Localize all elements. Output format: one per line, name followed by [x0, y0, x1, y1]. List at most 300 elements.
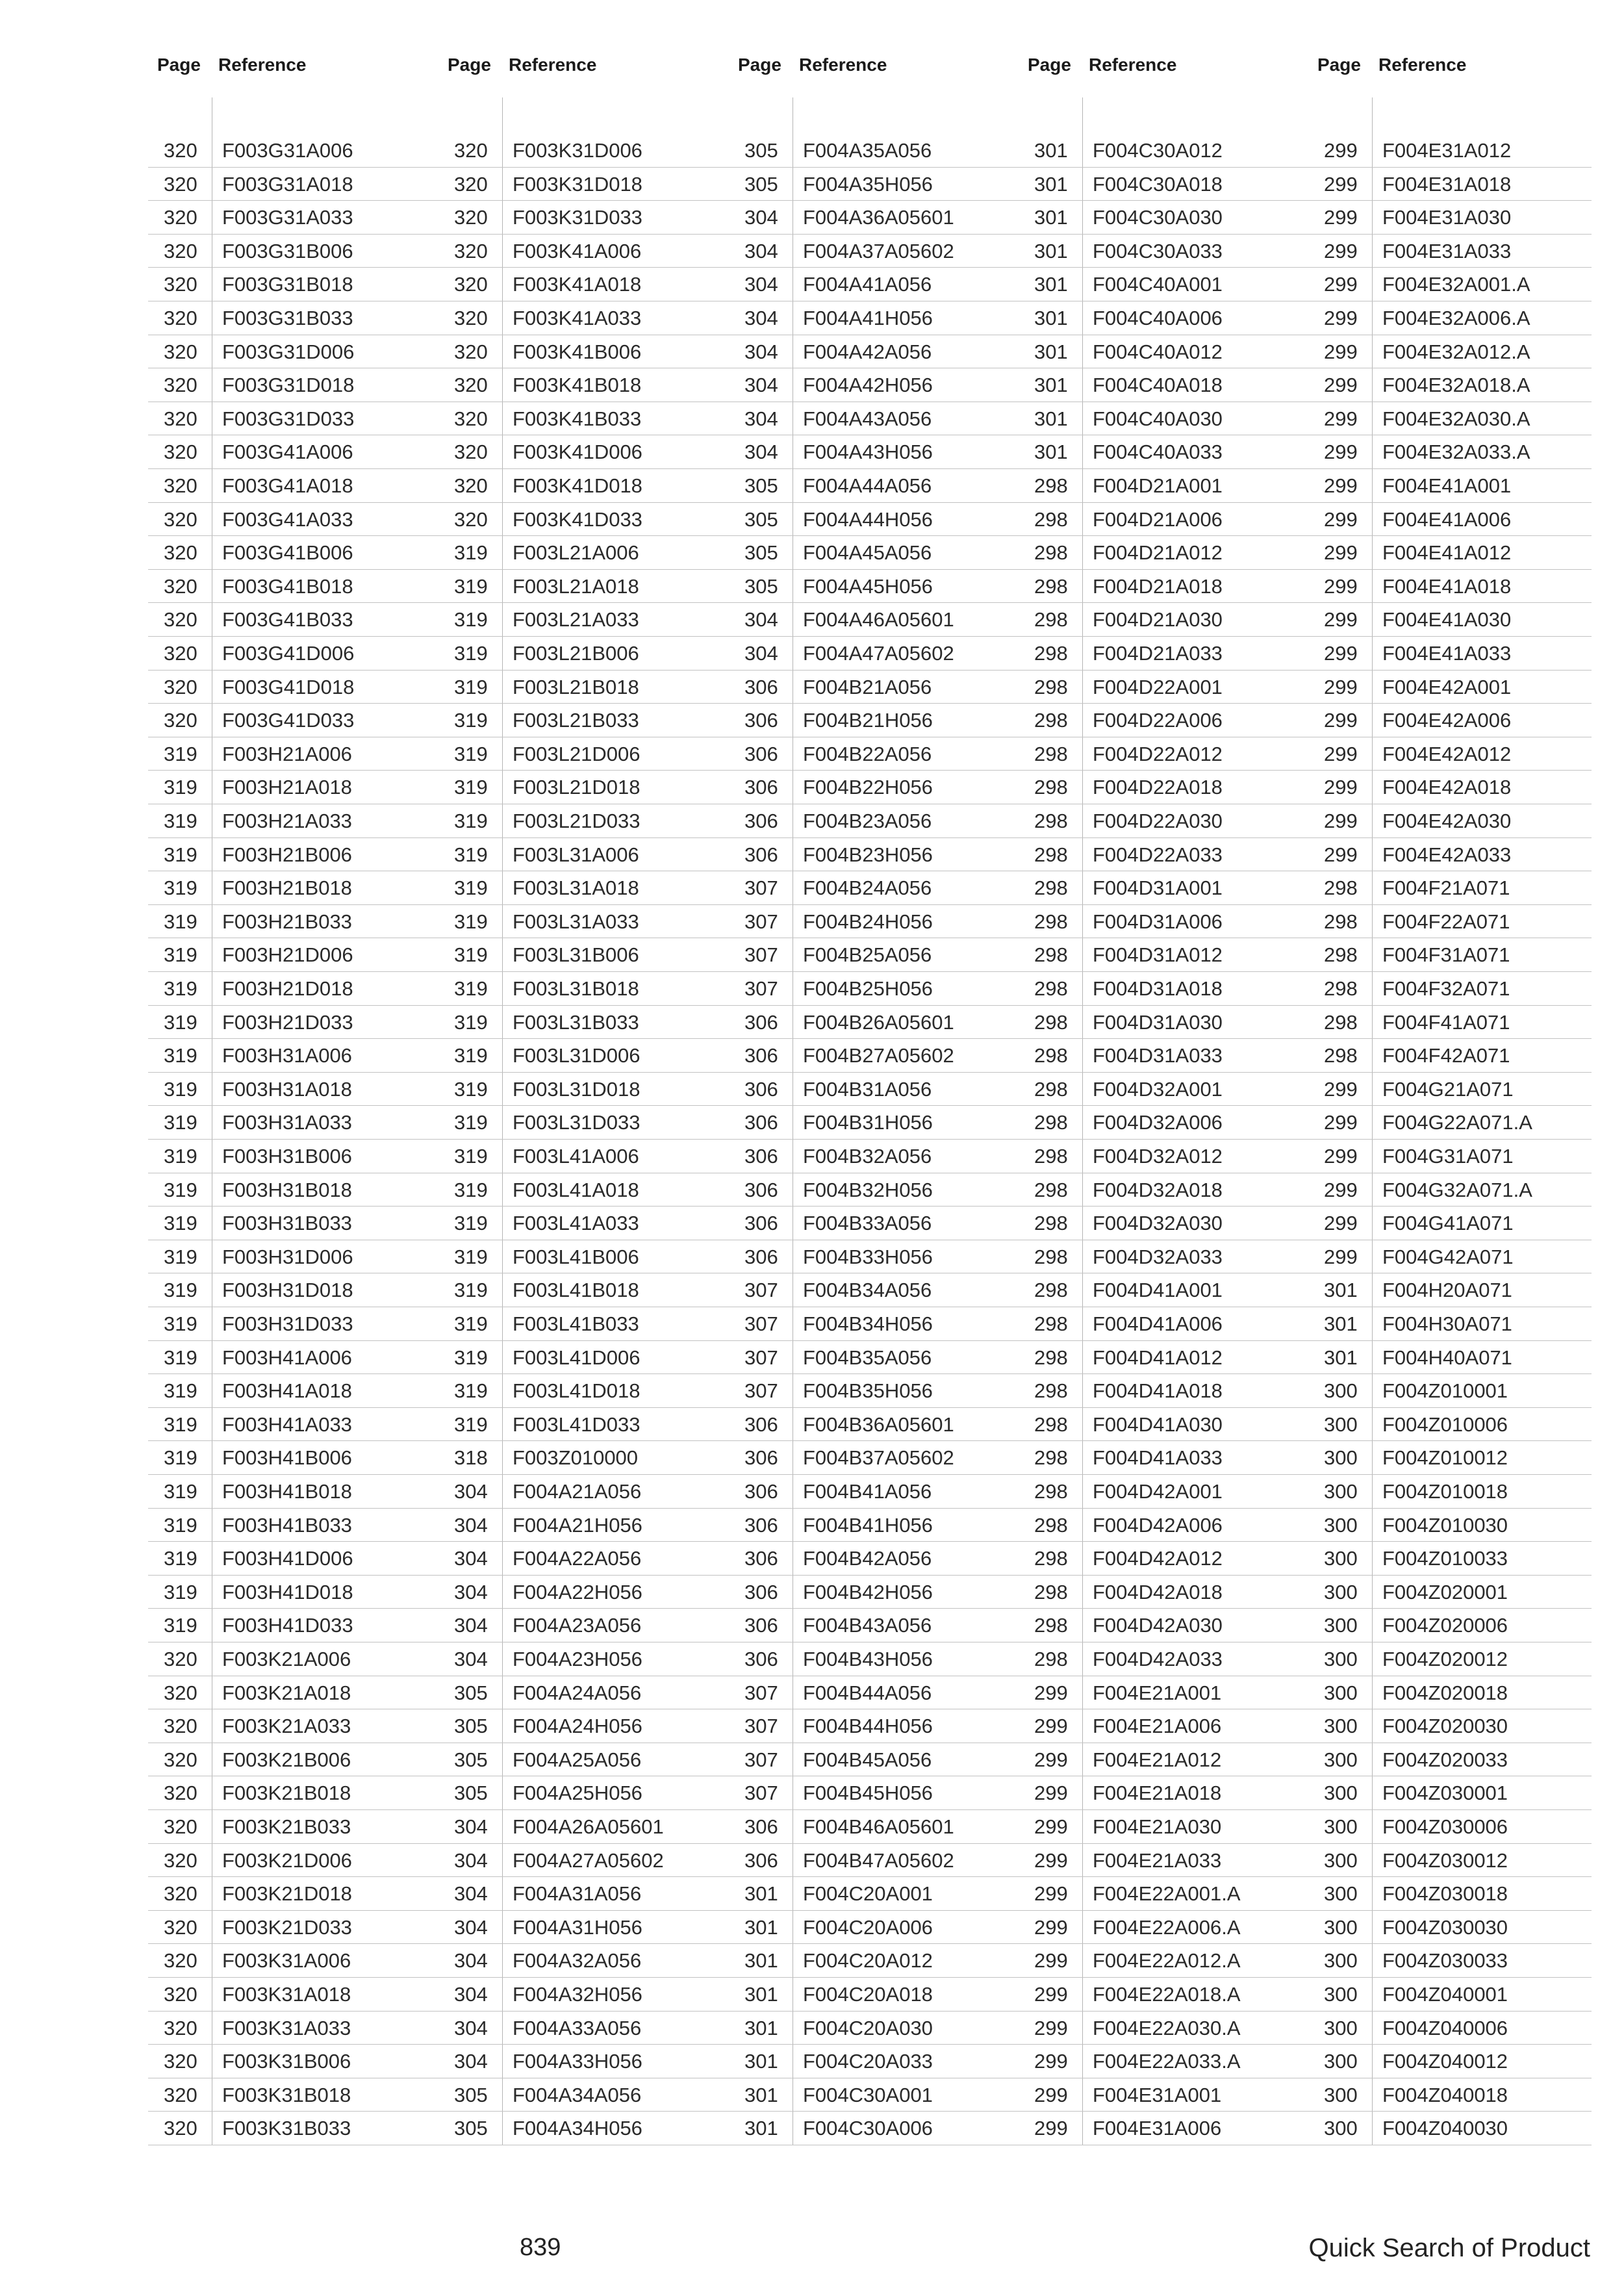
reference-code-cell: F004B42H056 [803, 1580, 933, 1603]
table-row [438, 671, 730, 704]
reference-code-cell: F004C30A006 [803, 2117, 933, 2140]
reference-code-cell: F004E32A030.A [1382, 407, 1530, 430]
page-number-cell: 301 [1324, 1312, 1358, 1335]
table-row [1308, 1944, 1592, 1978]
reference-code-cell: F003K41A033 [513, 307, 642, 329]
reference-code-cell: F003K31D006 [513, 139, 642, 162]
reference-code-cell: F003L41A033 [513, 1212, 639, 1235]
reference-code-cell: F004E32A006.A [1382, 307, 1530, 329]
table-row [1308, 402, 1592, 436]
page-number-cell: 319 [454, 1212, 488, 1235]
page-number-cell: 298 [1034, 1010, 1068, 1034]
table-row [729, 1073, 1021, 1106]
table-row [148, 1642, 444, 1676]
reference-code-cell: F003H31B033 [222, 1212, 352, 1235]
page-number-cell: 298 [1034, 1279, 1068, 1302]
page-number-cell: 320 [454, 239, 488, 262]
page-number-cell: 319 [454, 943, 488, 967]
page-number-cell: 319 [164, 1044, 197, 1067]
table-row [1019, 201, 1310, 235]
page-number-cell: 301 [1034, 172, 1068, 196]
reference-code-cell: F004B47A05602 [803, 1848, 954, 1872]
table-row [1308, 1609, 1592, 1642]
table-row [1308, 2012, 1592, 2045]
reference-code-cell: F004Z010006 [1382, 1412, 1508, 1436]
reference-code-cell: F003K31D033 [513, 206, 642, 229]
reference-code-cell: F003G31A033 [222, 206, 353, 229]
table-row [1308, 168, 1592, 201]
reference-code-cell: F004E32A012.A [1382, 340, 1530, 363]
reference-code-cell: F004G22A071.A [1382, 1111, 1532, 1134]
reference-code-cell: F004B26A05601 [803, 1010, 954, 1034]
page-number-cell: 320 [164, 1949, 197, 1973]
page-number-cell: 305 [744, 574, 778, 598]
table-row [1308, 704, 1592, 737]
page-number-cell: 299 [1034, 2016, 1068, 2039]
table-row [438, 771, 730, 804]
table-row [1019, 1441, 1310, 1475]
page-number-cell: 298 [1034, 1648, 1068, 1670]
page-number-cell: 306 [744, 1178, 778, 1201]
reference-code-cell: F004F21A071 [1382, 876, 1510, 900]
reference-code-cell: F003H41A018 [222, 1379, 352, 1403]
table-row [1019, 1408, 1310, 1442]
page-number-cell: 299 [1324, 574, 1358, 598]
page-number-cell: 319 [164, 1580, 197, 1603]
page-number-cell: 298 [1034, 1245, 1068, 1268]
reference-code-cell: F004B33A056 [803, 1212, 932, 1235]
reference-code-cell: F004B33H056 [803, 1245, 933, 1268]
table-row [438, 1609, 730, 1642]
table-row [1308, 1140, 1592, 1173]
table-row [1019, 1844, 1310, 1878]
table-row [148, 905, 444, 939]
reference-code-cell: F004B25H056 [803, 977, 933, 1000]
page-number-cell: 320 [164, 1748, 197, 1771]
reference-code-cell: F004E31A018 [1382, 172, 1512, 196]
page-number-cell: 319 [454, 1245, 488, 1268]
reference-code-cell: F004E32A033.A [1382, 441, 1530, 464]
reference-code-cell: F004D22A030 [1093, 810, 1223, 832]
reference-code-cell: F004D31A018 [1093, 977, 1223, 1000]
table-row [1019, 1609, 1310, 1642]
table-row [729, 301, 1021, 335]
reference-code-cell: F003L41B006 [513, 1245, 639, 1268]
reference-code-cell: F003L41D033 [513, 1412, 641, 1436]
table-row [729, 469, 1021, 503]
page-number-cell: 307 [744, 1379, 778, 1403]
reference-code-cell: F004C30A018 [1093, 172, 1223, 196]
page-number-cell: 305 [454, 1681, 488, 1704]
reference-code-cell: F004B45H056 [803, 1782, 933, 1805]
page-number-cell: 300 [1324, 1547, 1358, 1570]
table-row [148, 1542, 444, 1576]
table-row [438, 469, 730, 503]
table-row [729, 1877, 1021, 1911]
table-row [148, 469, 444, 503]
reference-code-cell: F004D21A006 [1093, 507, 1223, 531]
page-number-cell: 300 [1324, 1614, 1358, 1637]
page-number-cell: 299 [1034, 1882, 1068, 1906]
reference-code-cell: F004Z010030 [1382, 1513, 1508, 1537]
page-number-cell: 299 [1324, 1145, 1358, 1168]
table-row [1308, 235, 1592, 268]
reference-code-cell: F003H31A033 [222, 1111, 352, 1134]
page-number-cell: 306 [744, 709, 778, 732]
page-number-cell: 299 [1324, 709, 1358, 732]
page-number-cell: 319 [454, 541, 488, 565]
reference-code-cell: F004E22A030.A [1093, 2016, 1241, 2039]
reference-code-cell: F004Z020018 [1382, 1681, 1508, 1704]
reference-code-cell: F003G31D033 [222, 407, 355, 430]
table-row [1308, 905, 1592, 939]
page-number-cell: 301 [1034, 374, 1068, 397]
reference-code-cell: F003K41D033 [513, 507, 642, 531]
page-number-cell: 304 [744, 642, 778, 665]
page-number-cell: 300 [1324, 2083, 1358, 2106]
page-number-cell: 298 [1034, 1312, 1068, 1335]
table-row [1308, 1709, 1592, 1743]
table-row [729, 1676, 1021, 1710]
table-row [1019, 1207, 1310, 1240]
page-number-cell: 298 [1034, 709, 1068, 732]
reference-code-cell: F004Z040018 [1382, 2083, 1508, 2106]
table-row [1308, 335, 1592, 369]
page-number-cell: 306 [744, 1245, 778, 1268]
reference-code-cell: F004H20A071 [1382, 1279, 1512, 1302]
table-row [148, 1978, 444, 2012]
table-row [729, 2012, 1021, 2045]
page-number-cell: 299 [1324, 675, 1358, 698]
page-number-cell: 299 [1034, 2083, 1068, 2106]
page-number-cell: 300 [1324, 1915, 1358, 1939]
page-number-cell: 301 [744, 2117, 778, 2140]
page-number-cell: 301 [744, 2083, 778, 2106]
reference-code-cell: F004C20A006 [803, 1915, 933, 1939]
table-row [438, 1844, 730, 1878]
table-row [148, 368, 444, 402]
table-row [729, 402, 1021, 436]
page-number-cell: 319 [164, 1178, 197, 1201]
page-number-cell: 320 [164, 474, 197, 497]
page-number-cell: 298 [1034, 1446, 1068, 1470]
reference-code-cell: F003H21B033 [222, 910, 352, 933]
table-row [148, 301, 444, 335]
reference-code-cell: F004E22A006.A [1093, 1915, 1241, 1939]
table-row [438, 905, 730, 939]
reference-code-cell: F003L21B033 [513, 709, 639, 732]
reference-code-cell: F003L21B018 [513, 675, 639, 698]
page-number-cell: 319 [164, 1312, 197, 1335]
reference-code-cell: F004A46A05601 [803, 608, 954, 632]
table-row [148, 168, 444, 201]
reference-code-cell: F003K41A018 [513, 273, 642, 296]
table-row [1019, 435, 1310, 469]
reference-code-cell: F004F31A071 [1382, 943, 1510, 967]
table-row [148, 1307, 444, 1341]
reference-code-cell: F003H31A018 [222, 1077, 352, 1101]
page-header-label: Page [1317, 55, 1361, 75]
page-number-cell: 298 [1034, 1111, 1068, 1134]
page-number-cell: 319 [164, 810, 197, 832]
page-number-cell: 319 [454, 1379, 488, 1403]
reference-code-cell: F004C30A012 [1093, 139, 1223, 162]
page-number-cell: 319 [164, 1212, 197, 1235]
table-row [148, 1475, 444, 1509]
table-row [438, 335, 730, 369]
table-row [729, 1307, 1021, 1341]
table-row [1308, 771, 1592, 804]
table-row [729, 201, 1021, 235]
page-number-cell: 307 [744, 977, 778, 1000]
page-number-cell: 304 [454, 1614, 488, 1637]
reference-code-cell: F003K21D006 [222, 1848, 352, 1872]
page-number-cell: 299 [1324, 474, 1358, 497]
reference-code-cell: F004C20A033 [803, 2050, 933, 2073]
page-number-cell: 320 [164, 1782, 197, 1805]
reference-code-cell: F003H31D018 [222, 1279, 353, 1302]
page-number-cell: 320 [454, 374, 488, 397]
reference-code-cell: F004E21A012 [1093, 1748, 1222, 1771]
page-number-cell: 298 [1034, 876, 1068, 900]
reference-code-cell: F004C40A001 [1093, 273, 1223, 296]
page-number-cell: 299 [1324, 374, 1358, 397]
page-number-cell: 307 [744, 1782, 778, 1805]
reference-code-cell: F004E31A012 [1382, 139, 1512, 162]
reference-code-cell: F004D21A012 [1093, 541, 1223, 565]
table-row [148, 1106, 444, 1140]
reference-code-cell: F004A22H056 [513, 1580, 642, 1603]
reference-code-cell: F004D32A006 [1093, 1111, 1223, 1134]
reference-code-cell: F004C40A006 [1093, 307, 1223, 329]
reference-code-cell: F004B34H056 [803, 1312, 933, 1335]
reference-code-cell: F003G31A018 [222, 172, 353, 196]
table-row [1308, 2112, 1592, 2145]
table-row [438, 1140, 730, 1173]
page-number-cell: 320 [164, 1882, 197, 1906]
table-row [438, 235, 730, 268]
table-row [148, 1207, 444, 1240]
reference-code-cell: F003L41D006 [513, 1346, 641, 1369]
page-number-cell: 319 [454, 1312, 488, 1335]
reference-code-cell: F003H21B006 [222, 843, 352, 866]
page-number-cell: 319 [164, 1245, 197, 1268]
table-row [1019, 1542, 1310, 1576]
page-number-cell: 306 [744, 1848, 778, 1872]
reference-code-cell: F003G41B006 [222, 541, 353, 565]
table-row [438, 1240, 730, 1274]
table-row [438, 168, 730, 201]
table-row [148, 201, 444, 235]
reference-code-cell: F003H41B033 [222, 1513, 352, 1537]
page-number-cell: 304 [454, 1882, 488, 1906]
reference-code-cell: F003G31B033 [222, 307, 353, 329]
page-number-cell: 304 [454, 1848, 488, 1872]
table-row [729, 704, 1021, 737]
page-number-cell: 298 [1034, 1513, 1068, 1537]
reference-code-cell: F004A32A056 [513, 1949, 642, 1973]
table-row [438, 1509, 730, 1542]
reference-code-cell: F004B21A056 [803, 675, 932, 698]
table-row [438, 1911, 730, 1945]
page-number-cell: 299 [1324, 206, 1358, 229]
table-row [1019, 1776, 1310, 1810]
page-number-cell: 320 [454, 273, 488, 296]
table-row [1308, 1106, 1592, 1140]
table-row [1308, 871, 1592, 905]
reference-code-cell: F004Z020012 [1382, 1648, 1508, 1670]
table-row [1308, 1006, 1592, 1040]
table-row [1308, 503, 1592, 537]
page-number-cell: 320 [454, 407, 488, 430]
table-row [1308, 301, 1592, 335]
reference-code-cell: F004A33A056 [513, 2016, 642, 2039]
reference-code-cell: F004Z030006 [1382, 1815, 1508, 1838]
reference-code-cell: F003L41B018 [513, 1279, 639, 1302]
page-number-cell: 319 [454, 977, 488, 1000]
table-row [729, 1844, 1021, 1878]
reference-code-cell: F004A45A056 [803, 541, 932, 565]
table-row [438, 1173, 730, 1207]
reference-code-cell: F004B22H056 [803, 776, 933, 799]
table-row [1308, 1374, 1592, 1408]
reference-code-cell: F004Z010001 [1382, 1379, 1508, 1403]
table-row [729, 503, 1021, 537]
page-number-cell: 320 [164, 206, 197, 229]
page-number-cell: 305 [454, 1748, 488, 1771]
table-row [1019, 1576, 1310, 1609]
reference-header-label: Reference [218, 55, 307, 75]
table-row [729, 335, 1021, 369]
reference-code-cell: F004B34A056 [803, 1279, 932, 1302]
page-number-cell: 320 [164, 642, 197, 665]
page-number-cell: 320 [164, 172, 197, 196]
page-number-cell: 300 [1324, 1815, 1358, 1838]
reference-code-cell: F004D31A033 [1093, 1044, 1223, 1067]
table-row [1019, 637, 1310, 671]
reference-code-cell: F004E32A001.A [1382, 273, 1530, 296]
table-row [1019, 368, 1310, 402]
table-row [729, 536, 1021, 570]
reference-code-cell: F003H31D033 [222, 1312, 353, 1335]
table-row [1019, 1911, 1310, 1945]
table-row [148, 1911, 444, 1945]
table-row [1019, 1743, 1310, 1777]
page-number-cell: 299 [1324, 507, 1358, 531]
table-row [1308, 1039, 1592, 1073]
reference-code-cell: F003G41D033 [222, 709, 355, 732]
page-number-cell: 305 [454, 2083, 488, 2106]
page-header-label: Page [738, 55, 781, 75]
page-number-cell: 300 [1324, 2117, 1358, 2140]
table-row [729, 1642, 1021, 1676]
table-row [438, 1475, 730, 1509]
reference-code-cell: F003K41B018 [513, 374, 642, 397]
table-row [438, 1542, 730, 1576]
table-row [1019, 469, 1310, 503]
table-row [729, 1207, 1021, 1240]
page-number-cell: 298 [1034, 541, 1068, 565]
reference-code-cell: F004D21A018 [1093, 574, 1223, 598]
reference-code-cell: F004F42A071 [1382, 1044, 1510, 1067]
table-row [729, 637, 1021, 671]
page-number-cell: 299 [1034, 2117, 1068, 2140]
table-row [438, 402, 730, 436]
reference-code-cell: F003L41A018 [513, 1178, 639, 1201]
reference-header-label: Reference [1378, 55, 1467, 75]
table-row [729, 1106, 1021, 1140]
page-number-cell: 304 [454, 1547, 488, 1570]
page-number-cell: 306 [744, 1111, 778, 1134]
reference-code-cell: F003H41B018 [222, 1480, 352, 1503]
page-number-cell: 300 [1324, 1848, 1358, 1872]
table-row [1019, 2078, 1310, 2112]
reference-code-cell: F003G41A006 [222, 441, 353, 464]
table-row [438, 1944, 730, 1978]
reference-code-cell: F004A42H056 [803, 374, 933, 397]
page-number-cell: 299 [1324, 441, 1358, 464]
table-row [1308, 1542, 1592, 1576]
page-number-cell: 319 [164, 1346, 197, 1369]
page-number-cell: 298 [1034, 910, 1068, 933]
reference-code-cell: F003L31D033 [513, 1111, 641, 1134]
page-number-cell: 319 [164, 1010, 197, 1034]
page-number-cell: 299 [1324, 742, 1358, 765]
reference-code-cell: F003H31A006 [222, 1044, 352, 1067]
table-row [1019, 938, 1310, 972]
page-number-cell: 320 [164, 374, 197, 397]
page-number-cell: 304 [744, 407, 778, 430]
table-row [1308, 1877, 1592, 1911]
reference-code-cell: F004Z010012 [1382, 1446, 1508, 1470]
reference-code-cell: F004A34A056 [513, 2083, 642, 2106]
table-row [438, 871, 730, 905]
page-number-cell: 320 [164, 1983, 197, 2006]
page-number-cell: 300 [1324, 1480, 1358, 1503]
page-number-cell: 320 [164, 1848, 197, 1872]
reference-code-cell: F004Z020033 [1382, 1748, 1508, 1771]
reference-code-cell: F004D32A030 [1093, 1212, 1223, 1235]
reference-code-cell: F004B32H056 [803, 1178, 933, 1201]
table-row [1019, 1642, 1310, 1676]
reference-code-cell: F004F32A071 [1382, 977, 1510, 1000]
reference-code-cell: F004E32A018.A [1382, 374, 1530, 397]
reference-code-cell: F004B35H056 [803, 1379, 933, 1403]
reference-code-cell: F004B37A05602 [803, 1446, 954, 1470]
page-number-cell: 300 [1324, 1681, 1358, 1704]
page-number-cell: 319 [454, 1279, 488, 1302]
reference-code-cell: F004E21A030 [1093, 1815, 1222, 1838]
reference-code-cell: F004A23A056 [513, 1614, 642, 1637]
table-row [729, 1776, 1021, 1810]
reference-code-cell: F004Z040030 [1382, 2117, 1508, 2140]
reference-code-cell: F004B46A05601 [803, 1815, 954, 1838]
page-number-cell: 299 [1324, 407, 1358, 430]
reference-code-cell: F004A41A056 [803, 273, 932, 296]
page-number-cell: 301 [1034, 441, 1068, 464]
reference-code-cell: F003H21B018 [222, 876, 352, 900]
reference-code-cell: F004A22A056 [513, 1547, 642, 1570]
page-number-cell: 320 [164, 139, 197, 162]
table-row [1308, 1576, 1592, 1609]
reference-code-cell: F004D42A012 [1093, 1547, 1223, 1570]
table-row [1308, 603, 1592, 637]
page-number-cell: 319 [164, 977, 197, 1000]
table-row [148, 2012, 444, 2045]
table-row [1019, 671, 1310, 704]
page-number-cell: 320 [164, 307, 197, 329]
table-row [729, 938, 1021, 972]
